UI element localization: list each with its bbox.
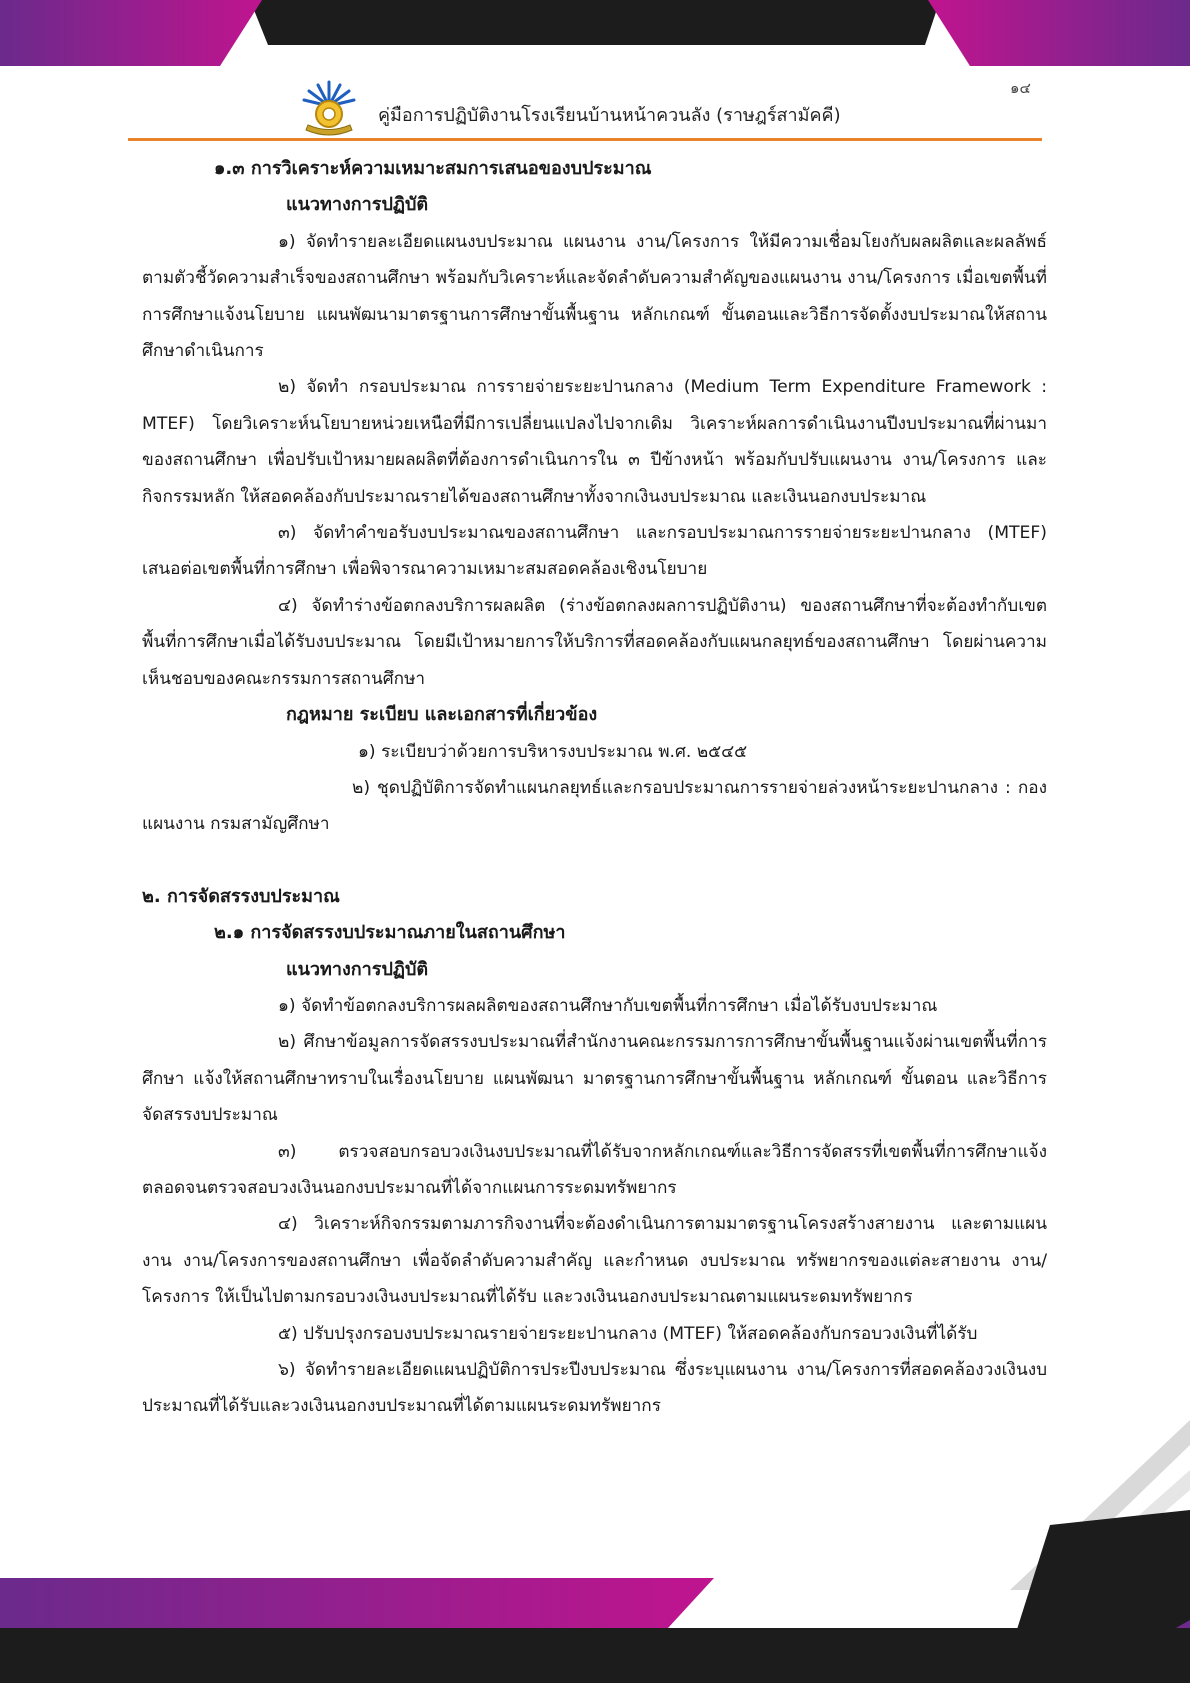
law-heading: กฎหมาย ระเบียบ และเอกสารที่เกี่ยวข้อง — [286, 704, 598, 726]
bottom-dark-band — [0, 1628, 1190, 1683]
paragraph: ๒) ศึกษาข้อมูลการจัดสรรงบประมาณที่สำนักงานคณะกรรมการการศึกษาขั้นพื้นฐานแจ้งผ่านเขตพื้นที่การศึกษา แจ้งให้สถานศึกษาทราบในเรื่องนโยบาย แผนพัฒนา มาตรฐานการศึกษาขั้นพื้นฐาน หลักเกณฑ์ ขั้นตอน และวิธีการจัดสรรงบประมาณ — [142, 1032, 1047, 1126]
top-left-magenta — [0, 0, 262, 66]
paragraph: ๔) จัดทำร่างข้อตกลงบริการผลผลิต (ร่างข้อตกลงผลการปฏิบัติงาน) ของสถานศึกษาที่จะต้องทำกับเขตพื้นที่การศึกษาเมื่อได้รับงบประมาณ โดยมีเป้าหมายการให้บริการที่สอดคล้องกับแผนกลยุทธ์ของสถานศึกษา โดยผ่านความเห็นชอบของคณะกรรมการสถานศึกษา — [142, 595, 1047, 689]
guideline-heading: แนวทางการปฏิบัติ — [286, 958, 429, 980]
guideline-heading: แนวทางการปฏิบัติ — [286, 194, 429, 216]
page-content — [142, 151, 1047, 1425]
top-dark-band — [250, 0, 940, 45]
law-item: ๒) ชุดปฏิบัติการจัดทำแผนกลยุทธ์และกรอบประมาณการรายจ่ายล่วงหน้าระยะปานกลาง : กองแผนงาน กรมสามัญศึกษา — [142, 777, 1047, 835]
section-2-1-heading: ๒.๑ การจัดสรรงบประมาณภายในสถานศึกษา — [214, 922, 566, 944]
paragraph: ๑) จัดทำข้อตกลงบริการผลผลิตของสถานศึกษากับเขตพื้นที่การศึกษา เมื่อได้รับงบประมาณ — [278, 995, 938, 1016]
paragraph: ๔) วิเคราะห์กิจกรรมตามภารกิจงานที่จะต้องดำเนินการตามมาตรฐานโครงสร้างสายงาน และตามแผนงาน งาน/โครงการของสถานศึกษา เพื่อจัดลำดับความสำคัญ และกำหนด งบประมาณ ทรัพยากรของแต่ละสายงาน งาน/โครงการ ให้เป็นไปตามกรอบวงเงินงบประมาณที่ได้รับ และวงเงินนอกงบประมาณตามแผนระดมทรัพยากร — [142, 1214, 1047, 1308]
paragraph: ๓) ตรวจสอบกรอบวงเงินงบประมาณที่ได้รับจากหลักเกณฑ์และวิธีการจัดสรรที่เขตพื้นที่การศึกษาแจ้ง ตลอดจนตรวจสอบวงเงินนอกงบประมาณที่ได้จากแผนการระดมทรัพยากร — [142, 1141, 1047, 1198]
paragraph: ๒) จัดทำ กรอบประมาณ การรายจ่ายระยะปานกลาง (Medium Term Expenditure Framework : MTEF) โดยวิเคราะห์นโยบายหน่วยเหนือที่มีการเปลี่ยนแปลงไปจากเดิม วิเคราะห์ผลการดำเนินงานปีงบประมาณที่ผ่านมาของสถานศึกษา เพื่อปรับเป้าหมายผลผลิตที่ต้องการดำเนินการใน ๓ ปีข้างหน้า พร้อมกับปรับแผนงาน งาน/โครงการ และกิจกรรมหลัก ให้สอดคล้องกับประมาณรายได้ของสถานศึกษาทั้งจากเงินงบประมาณ และเงินนอกงบประมาณ — [142, 377, 1047, 507]
document-title: คู่มือการปฏิบัติงานโรงเรียนบ้านหน้าควนลัง (ราษฎร์สามัคคี) — [378, 105, 841, 126]
bottom-magenta-band — [0, 1578, 714, 1628]
section-spacer — [142, 843, 1047, 879]
page-number: ๑๔ — [1010, 79, 1031, 97]
paragraph: ๓) จัดทำคำขอรับงบประมาณของสถานศึกษา และกรอบประมาณการรายจ่ายระยะปานกลาง (MTEF) เสนอต่อเขตพื้นที่การศึกษา เพื่อพิจารณาความเหมาะสมสอดคล้องเชิงนโยบาย — [142, 523, 1047, 580]
top-right-magenta — [928, 0, 1190, 66]
school-emblem-icon — [296, 76, 362, 140]
paragraph: ๖) จัดทำรายละเอียดแผนปฏิบัติการประปีงบประมาณ ซึ่งระบุแผนงาน งาน/โครงการที่สอดคล้องวงเงินงบประมาณที่ได้รับและวงเงินนอกงบประมาณที่ได้ตามแผนระดมทรัพยากร — [142, 1360, 1047, 1417]
paragraph: ๕) ปรับปรุงกรอบงบประมาณรายจ่ายระยะปานกลาง (MTEF) ให้สอดคล้องกับกรอบวงเงินที่ได้รับ — [278, 1323, 978, 1344]
section-1-3-heading: ๑.๓ การวิเคราะห์ความเหมาะสมการเสนอของบประมาณ — [214, 158, 652, 179]
header-divider — [128, 138, 1042, 141]
section-2-heading: ๒. การจัดสรรงบประมาณ — [142, 885, 340, 907]
paragraph: ๑) จัดทำรายละเอียดแผนงบประมาณ แผนงาน งาน/โครงการ ให้มีความเชื่อมโยงกับผลผลิตและผลลัพธ์ ตามตัวชี้วัดความสำเร็จของสถานศึกษา พร้อมกับวิเคราะห์และจัดลำดับความสำคัญของแผนงาน งาน/โครงการ เมื่อเขตพื้นที่การศึกษาแจ้งนโยบาย แผนพัฒนามาตรฐานการศึกษาขั้นพื้นฐาน หลักเกณฑ์ ขั้นตอนและวิธีการจัดตั้งงบประมาณให้สถานศึกษาดำเนินการ — [142, 231, 1047, 362]
law-item: ๑) ระเบียบว่าด้วยการบริหารงบประมาณ พ.ศ. ๒๕๔๕ — [358, 741, 748, 762]
